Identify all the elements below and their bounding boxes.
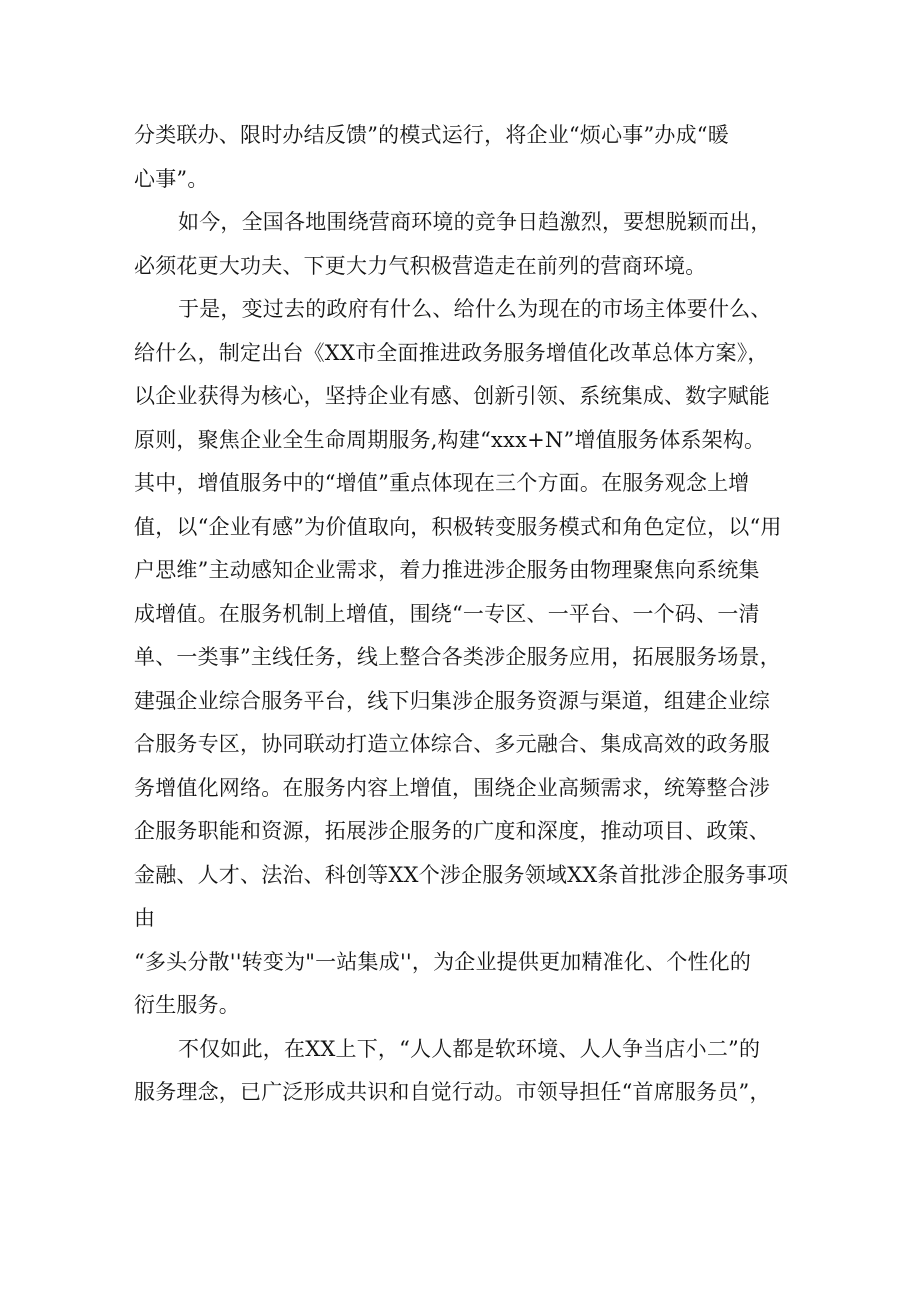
text-line: 成增值。在服务机制上增值，围绕“一专区、一平台、一个码、一清 bbox=[134, 601, 760, 626]
text-line: 服务理念，已广泛形成共识和自觉行动。市领导担任“首席服务员”， bbox=[134, 1080, 771, 1104]
text-line: 给什么，制定出台《XX市全面推进政务服务增值化改革总体方案》， bbox=[134, 340, 769, 365]
text-line: 由 bbox=[134, 906, 156, 930]
text-line: 分类联办、限时办结反馈”的模式运行，将企业“烦心事”办成“暖 bbox=[134, 123, 729, 147]
text-line: 建强企业综合服务平台，线下归集涉企服务资源与渠道，组建企业综 bbox=[134, 688, 770, 713]
text-line: 以企业获得为核心，坚持企业有感、创新引领、系统集成、数字赋能 bbox=[134, 384, 770, 408]
text-line: 值，以“企业有感”为价值取向，积极转变服务模式和角色定位，以“用 bbox=[134, 514, 782, 539]
text-line: 必须花更大功夫、下更大力气积极营造走在前列的营商环境。 bbox=[134, 253, 707, 278]
paragraph-start-line: 不仅如此，在XX上下，“人人都是软环境、人人争当店小二”的 bbox=[178, 1036, 761, 1061]
text-line: 务增值化网络。在服务内容上增值，围绕企业高频需求，统筹整合涉 bbox=[134, 775, 770, 800]
text-line: 单、一类事”主线任务，线上整合各类涉企服务应用，拓展服务场景， bbox=[134, 645, 781, 669]
document-body bbox=[134, 114, 794, 1115]
paragraph-start-line: 如今，全国各地围绕营商环境的竞争日趋激烈，要想脱颖而出， bbox=[178, 210, 772, 234]
text-line: 原则，聚焦企业全生命周期服务,构建“xxx+N”增值服务体系架构。 bbox=[134, 427, 766, 452]
text-line: 心事”。 bbox=[134, 166, 209, 191]
text-line: 户思维”主动感知企业需求，着力推进涉企服务由物理聚焦向系统集 bbox=[134, 558, 760, 582]
text-line: “多头分散''转变为"一站集成''，为企业提供更加精准化、个性化的 bbox=[134, 949, 752, 974]
text-line: 衍生服务。 bbox=[134, 993, 240, 1017]
text-line: 金融、人才、法治、科创等XX个涉企服务领域XX条首批涉企服务事项 bbox=[134, 862, 789, 887]
text-line: 企服务职能和资源，拓展涉企服务的广度和深度，推动项目、政策、 bbox=[134, 819, 770, 843]
text-line: 其中，增值服务中的“增值”重点体现在三个方面。在服务观念上增 bbox=[134, 471, 750, 495]
text-line: 合服务专区，协同联动打造立体综合、多元融合、集成高效的政务服 bbox=[134, 732, 770, 756]
paragraph-start-line: 于是，变过去的政府有什么、给什么为现在的市场主体要什么、 bbox=[178, 297, 772, 321]
